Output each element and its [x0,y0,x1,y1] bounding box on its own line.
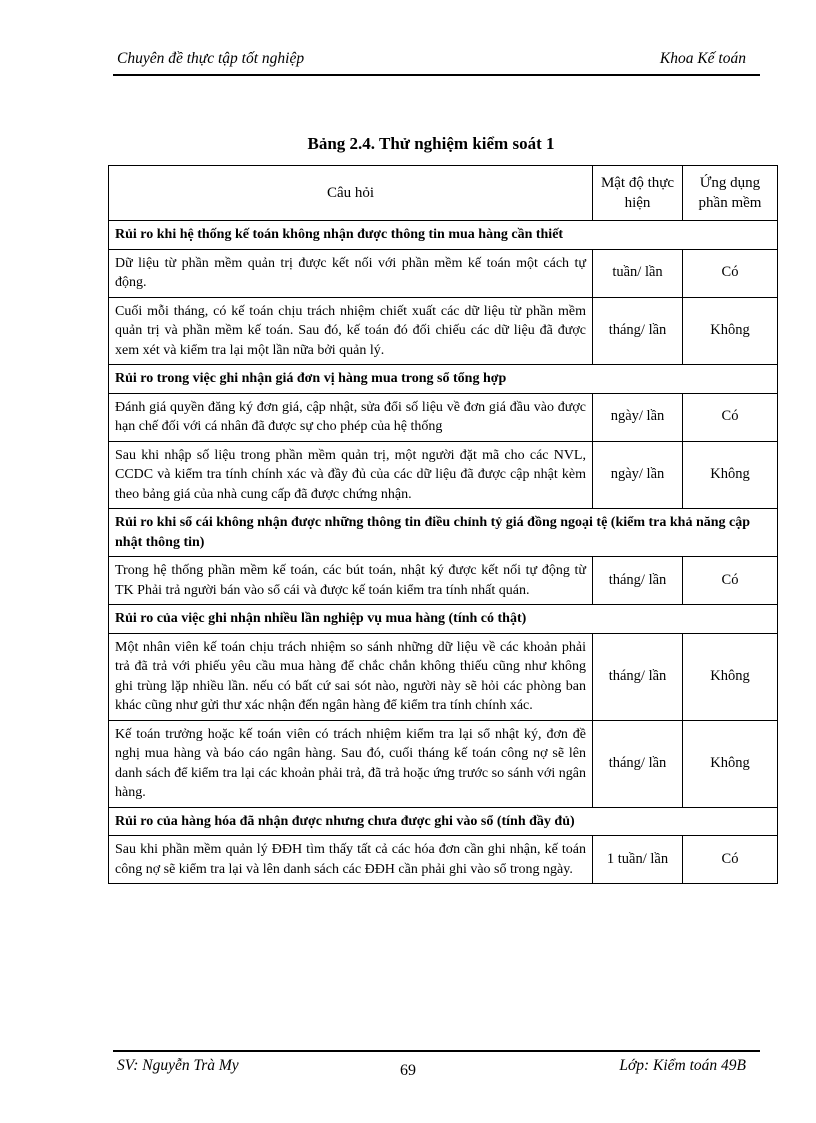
table-row [109,720,778,807]
frequency-cell: tháng/ lần [593,557,683,605]
software-cell: Không [683,720,778,807]
question-cell: Sau khi phần mềm quản lý ĐĐH tìm thấy tất cả các hóa đơn cần ghi nhận, kế toán công nợ sẽ kiểm tra lại và lên danh sách các ĐĐH cần phải ghi vào sổ trong ngày. [109,836,593,884]
software-cell: Có [683,557,778,605]
risk-heading: Rủi ro khi sổ cái không nhận được những thông tin điều chỉnh tỷ giá đồng ngoại tệ (kiểm tra khả năng cập nhật thông tin) [109,509,778,557]
question-cell: Sau khi nhập số liệu trong phần mềm quản trị, một người đặt mã cho các NVL, CCDC và kiểm tra tính chính xác và đầy đủ của các dữ liệu đã được cập nhật kèm theo bảng giá của nhà cung cấp đã được chứng nhận. [109,441,593,509]
risk-heading: Rủi ro của việc ghi nhận nhiều lần nghiệp vụ mua hàng (tính có thật) [109,605,778,634]
footer-class: Lớp: Kiểm toán 49B [619,1057,746,1074]
risk-section-row [109,365,778,394]
risk-section-row [109,221,778,250]
frequency-cell: 1 tuần/ lần [593,836,683,884]
table-row [109,393,778,441]
question-cell: Một nhân viên kế toán chịu trách nhiệm so sánh những dữ liệu về các khoản phải trả đã trả với phiếu yêu cầu mua hàng để chắc chắn không thiếu cũng như không ghi trùng lặp nhiều lần. nếu có bất cứ sai sót nào, người này sẽ hỏi các phòng ban khác cũng như gửi thư xác nhận đến ngân hàng để kiểm tra tính chính xác. [109,633,593,720]
header-frequency: Mật độ thực hiện [593,166,683,221]
header-question: Câu hỏi [109,166,593,221]
table-row [109,441,778,509]
question-cell: Kế toán trưởng hoặc kế toán viên có trách nhiệm kiểm tra lại sổ nhật ký, đơn đề nghị mua hàng và báo cáo ngân hàng. Sau đó, cuối tháng kế toán công nợ sẽ lên danh sách để kiểm tra lại các khoản phải trả, đã trả hoặc ứng trước so sánh với ngân hàng. [109,720,593,807]
software-cell: Không [683,297,778,365]
header-software: Ứng dụng phần mềm [683,166,778,221]
table-row [109,633,778,720]
software-cell: Không [683,441,778,509]
page-number: 69 [400,1062,416,1079]
software-cell: Có [683,393,778,441]
risk-section-row [109,605,778,634]
control-test-table [108,165,778,884]
question-cell: Trong hệ thống phần mềm kế toán, các bút toán, nhật ký được kết nối tự động từ TK Phải trả người bán vào sổ cái và được kế toán kiểm tra tính nhất quán. [109,557,593,605]
risk-section-row [109,509,778,557]
question-cell: Đánh giá quyền đăng ký đơn giá, cập nhật, sửa đổi số liệu về đơn giá đầu vào được hạn chế đối với cá nhân đã được sự cho phép của hệ thống [109,393,593,441]
table-row [109,836,778,884]
frequency-cell: tuần/ lần [593,249,683,297]
table-header-row [109,166,778,221]
question-cell: Dữ liệu từ phần mềm quản trị được kết nối với phần mềm kế toán một cách tự động. [109,249,593,297]
software-cell: Có [683,249,778,297]
frequency-cell: tháng/ lần [593,720,683,807]
risk-heading: Rủi ro của hàng hóa đã nhận được nhưng chưa được ghi vào sổ (tính đầy đủ) [109,807,778,836]
table-title: Bảng 2.4. Thử nghiệm kiểm soát 1 [307,134,555,153]
risk-heading: Rủi ro trong việc ghi nhận giá đơn vị hàng mua trong sổ tổng hợp [109,365,778,394]
page-header [113,46,760,76]
footer-student: SV: Nguyễn Trà My [117,1057,239,1074]
risk-heading: Rủi ro khi hệ thống kế toán không nhận được thông tin mua hàng cần thiết [109,221,778,250]
software-cell: Không [683,633,778,720]
header-left: Chuyên đề thực tập tốt nghiệp [117,50,305,67]
frequency-cell: tháng/ lần [593,297,683,365]
risk-section-row [109,807,778,836]
header-right: Khoa Kế toán [659,50,746,67]
frequency-cell: ngày/ lần [593,393,683,441]
table-row [109,557,778,605]
frequency-cell: ngày/ lần [593,441,683,509]
question-cell: Cuối mỗi tháng, có kế toán chịu trách nhiệm chiết xuất các dữ liệu từ phần mềm quản trị và phần mềm kế toán. Sau đó, kế toán đó đối chiếu các dữ liệu đã được xem xét và kiểm tra lại một lần nữa bởi quản lý. [109,297,593,365]
software-cell: Có [683,836,778,884]
table-row [109,249,778,297]
frequency-cell: tháng/ lần [593,633,683,720]
table-row [109,297,778,365]
